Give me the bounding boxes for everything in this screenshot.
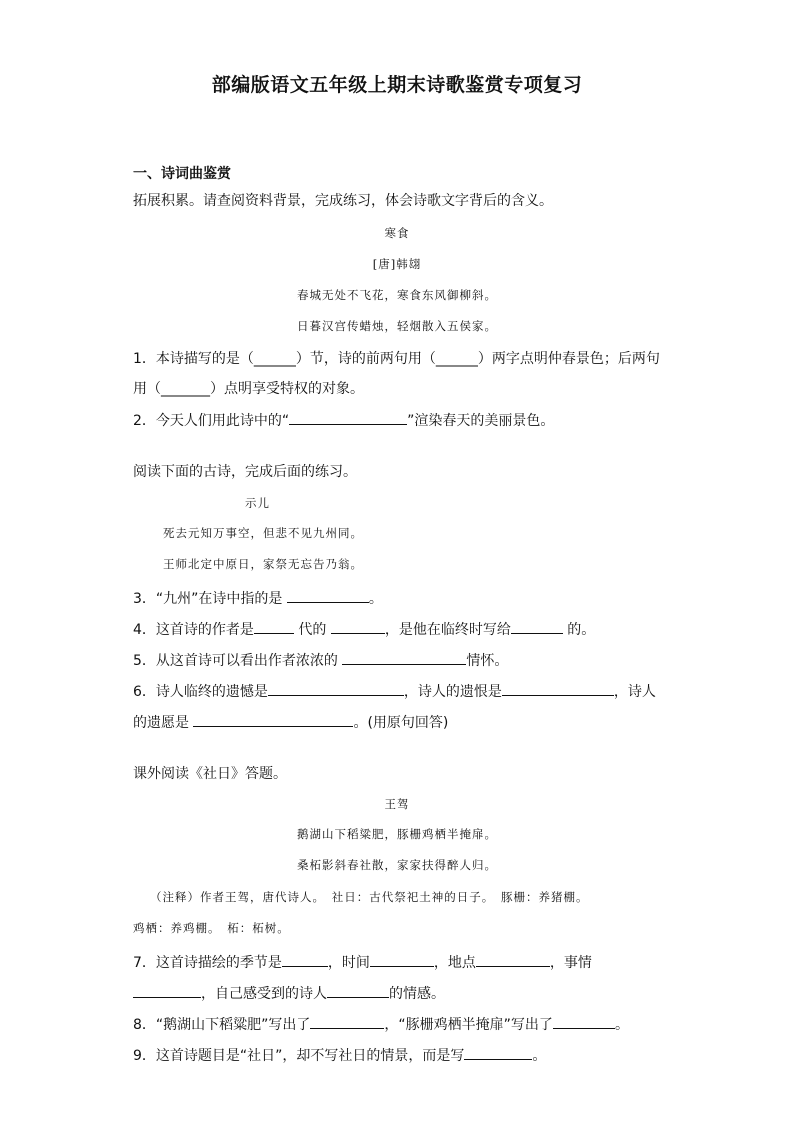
poem1-title: 寒食 bbox=[384, 226, 410, 240]
q1-text-d: 用（ bbox=[133, 381, 161, 397]
q9-text-a: 9．这首诗题目是“社日”，却不写社日的情景，而是写 bbox=[133, 1048, 465, 1064]
q7-text-b: ，时间 bbox=[327, 955, 370, 971]
poem3-author: 王驾 bbox=[384, 797, 410, 811]
page-title: 部编版语文五年级上期末诗歌鉴赏专项复习 bbox=[211, 74, 583, 96]
q3-text-b: 。 bbox=[368, 591, 383, 607]
q8-blank-2[interactable] bbox=[553, 1014, 615, 1029]
q8-text-c: 。 bbox=[614, 1017, 629, 1033]
question-4 bbox=[133, 619, 595, 640]
q6-text-e: 。(用原句回答) bbox=[353, 715, 449, 731]
q7-text-f: 的情感。 bbox=[389, 986, 445, 1002]
q9-text-b: 。 bbox=[532, 1048, 547, 1064]
q7-text-c: ，地点 bbox=[433, 955, 476, 971]
q8-text-b: ，“豚栅鸡栖半掩扉”写出了 bbox=[384, 1017, 553, 1033]
q8-text-a: 8．“鹅湖山下稻粱肥”写出了 bbox=[133, 1017, 311, 1033]
q5-blank[interactable] bbox=[342, 650, 466, 665]
question-6-line1 bbox=[133, 681, 656, 702]
q7-blank-4[interactable] bbox=[133, 983, 201, 998]
q4-text-b: 代的 bbox=[298, 622, 327, 638]
q1-blank-2[interactable]: ______ bbox=[435, 351, 478, 367]
q6-text-c: ，诗人 bbox=[613, 684, 656, 700]
intro-text: 拓展积累。请查阅资料背景，完成练习，体会诗歌文字背后的含义。 bbox=[133, 193, 553, 209]
q2-text-a: 2．今天人们用此诗中的“ bbox=[133, 413, 290, 429]
question-1-line2 bbox=[133, 379, 364, 399]
q4-text-c: ，是他在临终时写给 bbox=[384, 622, 511, 638]
question-8 bbox=[133, 1014, 629, 1035]
q2-blank[interactable] bbox=[289, 410, 407, 425]
q1-text-b: ）节，诗的前两句用（ bbox=[295, 351, 436, 367]
q1-blank-3[interactable]: _______ bbox=[161, 381, 210, 397]
question-3 bbox=[133, 588, 383, 609]
question-5 bbox=[133, 650, 508, 671]
poem3-line1: 鹅湖山下稻粱肥，豚栅鸡栖半掩扉。 bbox=[297, 827, 497, 841]
q7-text-e: ，自己感受到的诗人 bbox=[201, 986, 327, 1002]
q5-text-b: 情怀。 bbox=[466, 653, 509, 669]
poem1-line1: 春城无处不飞花，寒食东风御柳斜。 bbox=[297, 288, 497, 302]
question-9 bbox=[133, 1045, 546, 1066]
q1-text-a: 1．本诗描写的是（ bbox=[133, 351, 254, 367]
poem1-author: [唐]韩翃 bbox=[372, 257, 422, 271]
poem1-line2: 日暮汉宫传蜡烛，轻烟散入五侯家。 bbox=[297, 319, 497, 333]
section-heading: 一、诗词曲鉴赏 bbox=[133, 166, 231, 182]
q7-text-a: 7．这首诗描绘的季节是 bbox=[133, 955, 282, 971]
question-6-line2 bbox=[133, 712, 448, 733]
poem3-note-1: （注释）作者王驾，唐代诗人。 社日：古代祭祀土神的日子。 豚栅：养猪棚。 bbox=[150, 890, 589, 904]
intro-text-3: 课外阅读《社日》答题。 bbox=[133, 766, 287, 782]
q3-blank[interactable] bbox=[287, 588, 369, 603]
poem3-line2: 桑柘影斜春社散，家家扶得醉人归。 bbox=[297, 858, 497, 872]
q4-text-a: 4．这首诗的作者是 bbox=[133, 622, 254, 638]
q4-blank-1[interactable] bbox=[254, 619, 294, 634]
q6-blank-1[interactable] bbox=[268, 681, 404, 696]
question-1-line1 bbox=[133, 349, 660, 369]
q1-blank-1[interactable]: ______ bbox=[253, 351, 296, 367]
q8-blank-1[interactable] bbox=[310, 1014, 384, 1029]
q6-blank-2[interactable] bbox=[502, 681, 614, 696]
q7-text-d: ，事情 bbox=[549, 955, 592, 971]
q9-blank[interactable] bbox=[464, 1045, 532, 1060]
q7-blank-5[interactable] bbox=[327, 983, 389, 998]
q5-text-a: 5．从这首诗可以看出作者浓浓的 bbox=[133, 653, 338, 669]
question-7-line2 bbox=[133, 983, 445, 1004]
q7-blank-3[interactable] bbox=[476, 952, 550, 967]
question-2 bbox=[133, 410, 554, 431]
q6-text-a: 6．诗人临终的遗憾是 bbox=[133, 684, 268, 700]
poem2-line2: 王师北定中原日，家祭无忘告乃翁。 bbox=[163, 557, 363, 571]
intro-text-2: 阅读下面的古诗，完成后面的练习。 bbox=[133, 464, 357, 480]
q4-blank-2[interactable] bbox=[331, 619, 385, 634]
q7-blank-2[interactable] bbox=[370, 952, 434, 967]
q1-text-c: ）两字点明仲春景色；后两句 bbox=[477, 351, 660, 367]
q4-blank-3[interactable] bbox=[511, 619, 563, 634]
q3-text-a: 3．“九州”在诗中指的是 bbox=[133, 591, 283, 607]
poem2-title: 示儿 bbox=[245, 496, 270, 510]
question-7-line1 bbox=[133, 952, 592, 973]
q2-text-b: ”渲染春天的美丽景色。 bbox=[407, 413, 555, 429]
q1-text-e: ）点明享受特权的对象。 bbox=[210, 381, 364, 397]
poem3-note-2: 鸡栖：养鸡棚。 柘：柘树。 bbox=[133, 921, 290, 935]
q6-text-b: ，诗人的遗恨是 bbox=[403, 684, 502, 700]
poem2-line1: 死去元知万事空，但悲不见九州同。 bbox=[163, 526, 363, 540]
q6-blank-3[interactable] bbox=[193, 712, 353, 727]
q4-text-d: 的。 bbox=[567, 622, 596, 638]
q7-blank-1[interactable] bbox=[282, 952, 328, 967]
q6-text-d: 的遗愿是 bbox=[133, 715, 189, 731]
